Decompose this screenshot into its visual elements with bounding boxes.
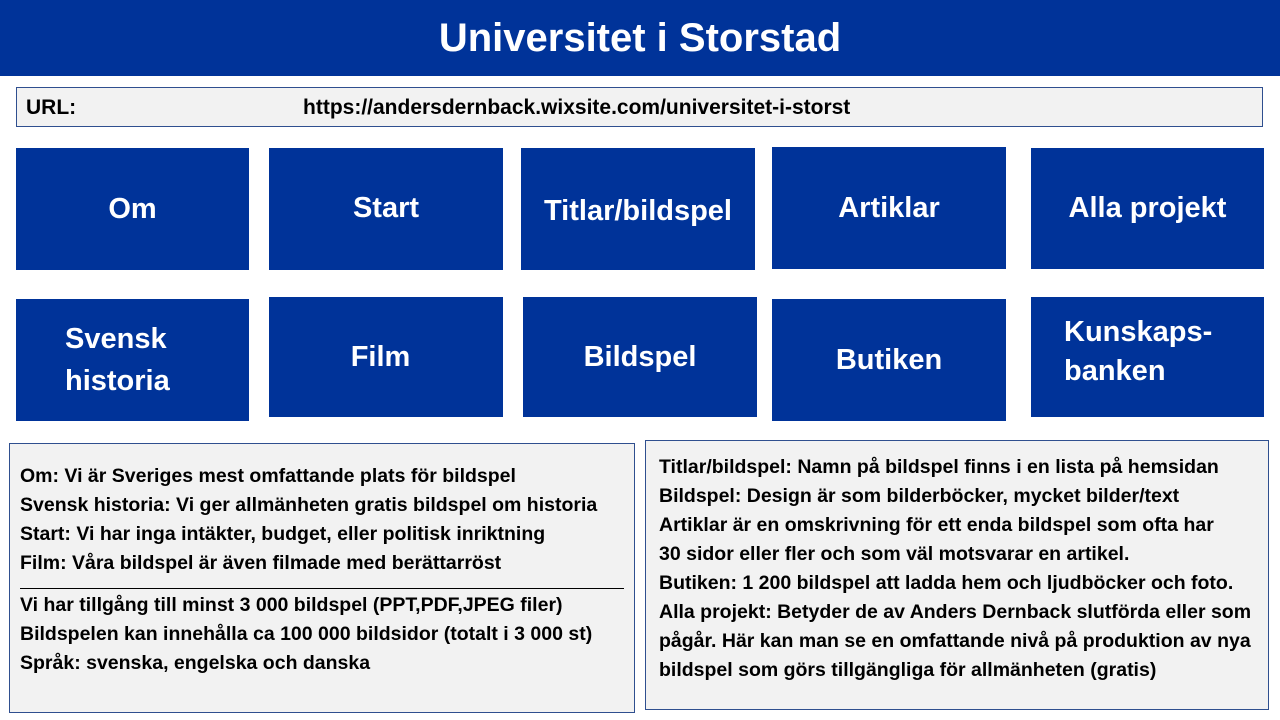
tile-start-label: Start [352, 192, 420, 224]
info-panel-left [9, 443, 635, 713]
tile-titlar-bildspel[interactable] [521, 148, 755, 270]
page-title-banner [0, 0, 1280, 76]
tile-titlar-bildspel-label: Titlar/bildspel [543, 194, 732, 227]
page-title: Universitet i Storstad [438, 15, 842, 60]
tile-butiken-label: Butiken [835, 343, 943, 376]
url-link[interactable]: https://andersdernback.wixsite.com/universitet-i-storst [303, 96, 851, 119]
tile-film-label: Film [350, 340, 411, 373]
info-line: Film: Våra bildspel är även filmade med berättarröst [20, 552, 502, 574]
tile-artiklar-label: Artiklar [838, 191, 940, 224]
info-line: Bildspelen kan innehålla ca 100 000 bildsidor (totalt i 3 000 st) [20, 623, 593, 645]
info-line: Start: Vi har inga intäkter, budget, eller politisk inriktning [20, 523, 546, 545]
tile-bildspel[interactable] [523, 297, 757, 417]
tile-bildspel-label: Bildspel [583, 340, 697, 373]
tile-svensk-historia-label-line-1: Svensk [65, 322, 167, 355]
tile-svensk-historia-label-line-2: historia [65, 365, 170, 397]
info-line: Språk: svenska, engelska och danska [20, 652, 371, 674]
tile-start[interactable] [269, 148, 503, 270]
tile-kunskapsbanken-label-line-2: banken [1064, 355, 1166, 388]
tile-alla-projekt-label: Alla projekt [1068, 192, 1227, 224]
info-line: bildspel som görs tillgängliga för allmänheten (gratis) [659, 659, 1157, 681]
tile-om-label: Om [108, 192, 157, 225]
info-line: Titlar/bildspel: Namn på bildspel finns i en lista på hemsidan [659, 456, 1219, 478]
tile-artiklar[interactable] [772, 147, 1006, 269]
info-line: pågår. Här kan man se en omfattande nivå på produktion av nya [659, 630, 1251, 652]
tile-film[interactable] [269, 297, 503, 417]
divider [20, 588, 624, 589]
info-line: Artiklar är en omskrivning för ett enda bildspel som ofta har [659, 514, 1214, 536]
info-line: Butiken: 1 200 bildspel att ladda hem och ljudböcker och foto. [659, 572, 1234, 594]
tile-butiken[interactable] [772, 299, 1006, 421]
url-bar [16, 87, 1263, 127]
tile-kunskapsbanken-label-line-1: Kunskaps- [1064, 316, 1213, 348]
info-line: Vi har tillgång till minst 3 000 bildspel (PPT,PDF,JPEG filer) [20, 594, 563, 616]
info-line: Alla projekt: Betyder de av Anders Dernback slutförda eller som [659, 601, 1252, 623]
tile-alla-projekt[interactable] [1031, 148, 1264, 269]
info-panel-right [645, 440, 1269, 710]
url-label: URL: [26, 96, 77, 119]
info-line: Svensk historia: Vi ger allmänheten gratis bildspel om historia [20, 494, 598, 516]
tile-om[interactable] [16, 148, 249, 270]
info-line: Bildspel: Design är som bilderböcker, mycket bilder/text [659, 485, 1180, 507]
tile-svensk-historia[interactable] [16, 299, 249, 421]
info-line: Om: Vi är Sveriges mest omfattande plats för bildspel [20, 465, 516, 487]
info-line: 30 sidor eller fler och som väl motsvarar en artikel. [659, 543, 1130, 565]
tile-kunskapsbanken[interactable] [1031, 297, 1264, 417]
